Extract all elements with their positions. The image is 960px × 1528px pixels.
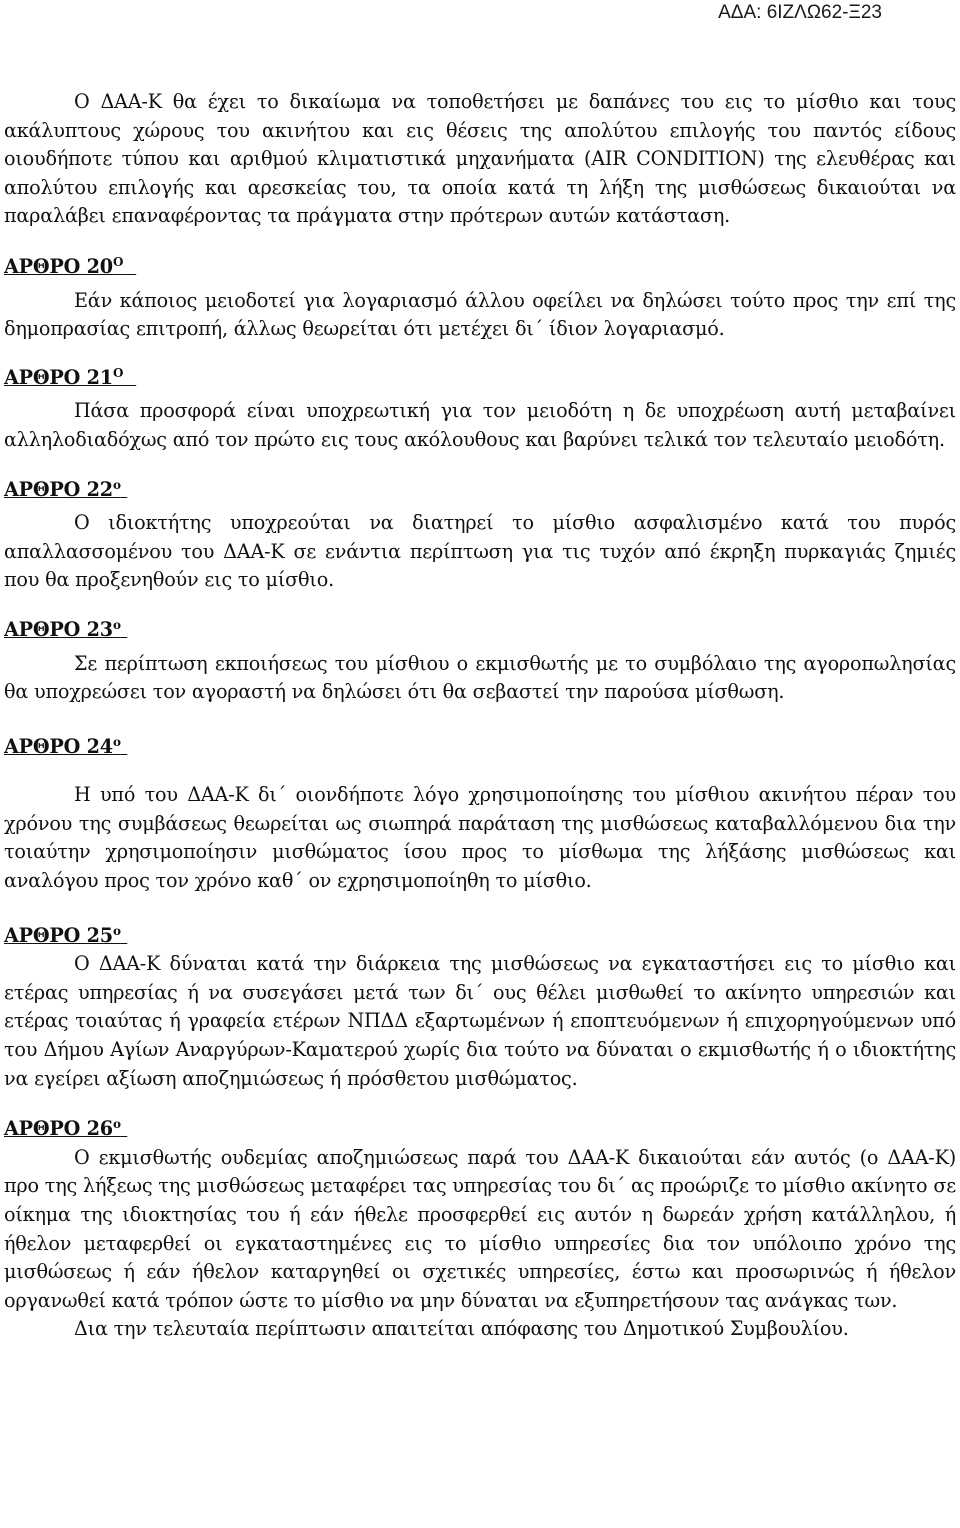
ordinal-mark: ο — [112, 1117, 121, 1132]
underline-trail — [123, 255, 136, 278]
article-title: ΑΡΘΡΟ 24 — [4, 734, 113, 758]
article-title: ΑΡΘΡΟ 26 — [4, 1117, 113, 1141]
document-body — [4, 88, 956, 1344]
underline-trail — [121, 924, 127, 947]
article-23-heading — [4, 611, 956, 645]
ordinal-mark: ο — [112, 734, 121, 749]
ordinal-mark: ο — [112, 923, 121, 938]
article-title: ΑΡΘΡΟ 21 — [4, 365, 113, 389]
article-26-text: Ο εκμισθωτής ουδεμίας αποζημιώσεως παρά του ΔΑΑ-Κ δικαιούται εάν αυτός (ο ΔΑΑ-Κ) προ της λήξεως της μισθώσεως μεταφέρει τας υπηρεσίας του δι΄ ας προώριζε το μίσθιο ακίνητο σε οίκημα της ιδιοκτησίας του ή εάν ήθελε προσφερθεί εις αυτόν η δωρεάν χρήση κατάλληλου, ή ήθελον μεταφερθεί οι εγκαταστημένες εις το μίσθιο υπηρεσίες δια τον υπόλοιπο χρόνο της μισθώσεως ή εάν ήθελον καταργηθεί οι σχετικές υπηρεσίες, έστω και προσωρινώς ή ήθελον οργανωθεί κατά τρόπον ώστε το μίσθιο να μην δύναται να εξυπηρετήσουν τας ανάγκας των. — [4, 1145, 956, 1312]
intro-paragraph: Ο ΔΑΑ-Κ θα έχει το δικαίωμα να τοποθετήσει με δαπάνες του εις το μίσθιο και τους ακάλυπτους χώρους του ακινήτου και εις θέσεις της απολύτου επιλογής του παντός είδους οιουδήποτε τύπου και αριθμού κλιματιστικά μηχανήματα (AIR CONDITION) της ελευθέρας και απολύτου επιλογής και αρεσκείας του, τα οποία κατά τη λήξη της μισθώσεως δικαιούται να παραλάβει επαναφέροντας τα πράγματα στην πρότερων αυτών κατάσταση. — [4, 90, 956, 228]
article-21-heading — [4, 359, 956, 393]
article-24-heading — [4, 728, 956, 762]
article-21-text: Πάσα προσφορά είναι υποχρεωτική για τον μειοδότη η δε υποχρέωση αυτή μεταβαίνει αλληλοδιαδόχως από τον πρώτο εις τους ακόλουθους και βαρύνει τελικά τον τελευταίο μειοδότη. — [4, 399, 956, 451]
ordinal-mark: Ο — [112, 254, 124, 269]
underline-trail — [121, 735, 127, 758]
article-26-heading — [4, 1110, 956, 1144]
ordinal-mark: Ο — [112, 365, 124, 380]
article-20-text: Εάν κάποιος μειοδοτεί για λογαριασμό άλλου οφείλει να δηλώσει τούτο προς την επί της δημοπρασίας επιτροπή, άλλως θεωρείται ότι μετέχει δι΄ ίδιον λογαριασμό. — [4, 288, 956, 341]
article-24-text: Η υπό του ΔΑΑ-Κ δι΄ οιονδήποτε λόγο χρησιμοποίησης του μίσθιου ακινήτου πέραν του χρόνου της συμβάσεως θεωρείται ως σιωπηρά παράταση της μισθώσεως καταβαλλόμενου δια την τοιαύτην χρησιμοποίησιν μισθώματος ίσου προς το μίσθωμα της λήξάσης μισθώσεως και αναλόγου προς τον χρόνο καθ΄ ον εχρησιμοποίηθη το μίσθιο. — [4, 783, 956, 893]
article-title: ΑΡΘΡΟ 25 — [4, 923, 113, 947]
article-22-heading — [4, 471, 956, 505]
ada-code: ΑΔΑ: 6ΙΖΛΩ62-Ξ23 — [718, 2, 882, 23]
underline-trail — [121, 618, 127, 641]
underline-trail — [121, 478, 127, 501]
article-title: ΑΡΘΡΟ 22 — [4, 477, 113, 501]
article-title: ΑΡΘΡΟ 20 — [4, 254, 113, 278]
article-20-heading — [4, 248, 956, 282]
underline-trail — [121, 1117, 127, 1140]
article-23-text: Σε περίπτωση εκποιήσεως του μίσθιου ο εκμισθωτής με το συμβόλαιο της αγοροπωλησίας θα υποχρεώσει τον αγοραστή να δηλώσει ότι θα σεβαστεί την παρούσα μίσθωση. — [4, 651, 956, 704]
article-22-text: Ο ιδιοκτήτης υποχρεούται να διατηρεί το μίσθιο ασφαλισμένο κατά του πυρός απαλλασσομένου του ΔΑΑ-Κ σε ενάντια περίπτωση για τις τυχόν από έκρηξη πυρκαγιάς ζημιές που θα προξενηθούν εις το μίσθιο. — [4, 511, 956, 592]
article-25-text: Ο ΔΑΑ-Κ δύναται κατά την διάρκεια της μισθώσεως να εγκαταστήσει εις το μίσθιο και ετέρας υπηρεσίας ή να συσεγάσει μετά των δι΄ ους θέλει μισθωθεί το ακίνητο υπηρεσιών και ετέρας τοιαύτας ή γραφεία ετέρων ΝΠΔΔ εξαρτωμένων ή εποπτευόμενων ή επιχορηγούμενων υπό του Δήμου Αγίων Αναργύρων-Καματερού χωρίς δια τούτο να δύναται ο εκμισθωτής ή ο ιδιοκτήτης να εγείρει αξίωση αποζημιώσεως ή πρόσθετου μισθώματος. — [4, 952, 956, 1090]
underline-trail — [123, 366, 136, 389]
final-line: Δια την τελευταία περίπτωσιν απαιτείται απόφασης του Δημοτικού Συμβουλίου. — [74, 1317, 849, 1341]
article-title: ΑΡΘΡΟ 23 — [4, 617, 113, 641]
article-25-heading — [4, 917, 956, 951]
ordinal-mark: ο — [112, 617, 121, 632]
ordinal-mark: ο — [112, 477, 121, 492]
